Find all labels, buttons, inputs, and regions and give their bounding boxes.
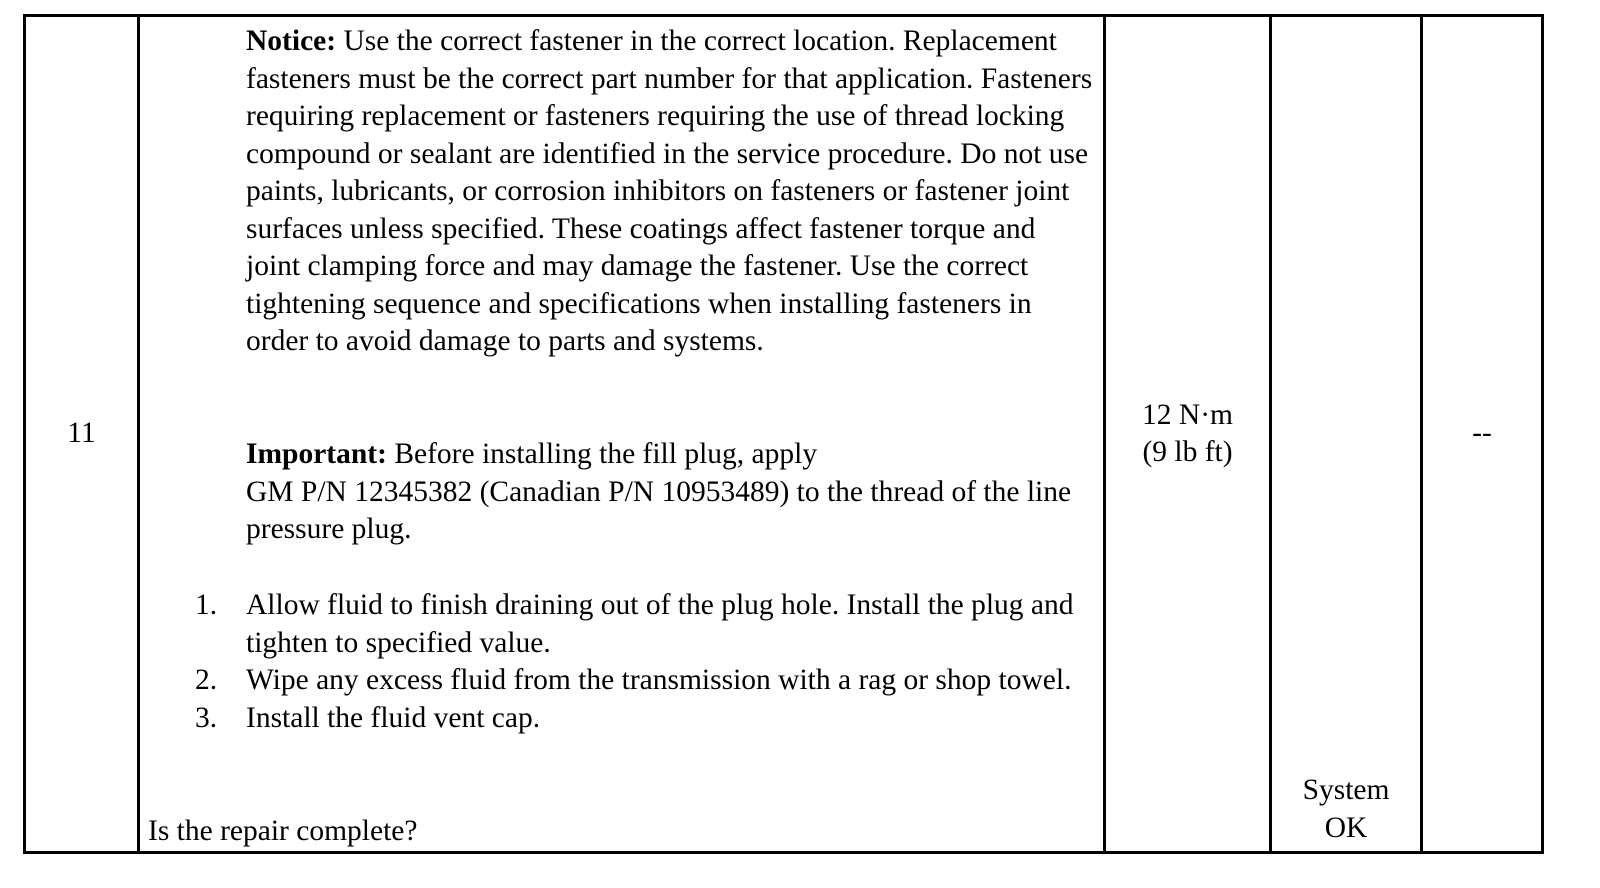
important-label: Important:	[246, 438, 387, 470]
notice-label: Notice:	[246, 25, 337, 57]
list-item	[195, 587, 1095, 662]
yes-result-line1: System	[1302, 774, 1390, 806]
diagnostic-step-table-container	[23, 14, 1541, 854]
important-text-line1: Before installing the fill plug, apply	[386, 438, 818, 470]
torque-metric: 12 N·m	[1142, 398, 1233, 431]
action-cell	[139, 16, 1105, 853]
list-item-number: 3.	[195, 701, 218, 734]
no-result: --	[1472, 417, 1492, 450]
step-number-cell	[25, 16, 139, 853]
value-cell	[1105, 16, 1271, 853]
no-cell	[1422, 16, 1543, 853]
diagnostic-step-table	[23, 14, 1544, 854]
list-item	[195, 700, 1095, 738]
list-item-text: Wipe any excess fluid from the transmission with a rag or shop towel.	[246, 664, 1072, 696]
list-item	[195, 662, 1095, 700]
action-content	[140, 17, 1103, 850]
torque-imperial: (9 lb ft)	[1142, 436, 1233, 468]
yes-result	[1272, 772, 1420, 851]
list-item-text: Allow fluid to finish draining out of the plug hole. Install the plug and tighten to specified value.	[246, 589, 1074, 659]
list-item-text: Install the fluid vent cap.	[246, 701, 541, 734]
yes-result-line2: OK	[1324, 811, 1368, 844]
repair-question: Is the repair complete?	[148, 815, 418, 847]
important-text-rest: GM P/N 12345382 (Canadian P/N 10953489) to the thread of the line pressure plug.	[246, 475, 1072, 545]
yes-cell	[1271, 16, 1422, 853]
table-row	[25, 16, 1543, 853]
notice-text: Use the correct fastener in the correct location. Replacement fasteners must be the correct part number for that application. Fasteners requiring replacement or fasteners requiring the use of thread locking compound or sealant are identified in the service procedure. Do not use paints, lubricants, or corrosion inhibitors on fasteners or fastener joint surfaces unless specified. These coatings affect fastener torque and joint clamping force and may damage the fastener. Use the correct tightening sequence and specifications when installing fasteners in order to avoid damage to parts and systems.	[246, 25, 1093, 357]
notice-paragraph	[246, 23, 1095, 361]
procedure-list	[195, 587, 1095, 737]
important-paragraph	[246, 436, 1095, 549]
step-number: 11	[67, 417, 96, 450]
list-item-number: 1.	[195, 589, 218, 621]
list-item-number: 2.	[195, 664, 218, 696]
